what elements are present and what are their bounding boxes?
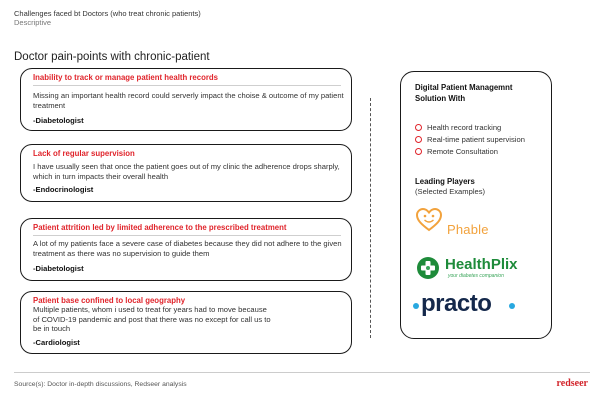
pain-point-card: [20, 68, 352, 131]
source-note: Source(s): Doctor in-depth discussions, Redseer analysis: [14, 381, 187, 388]
healthplix-wordmark: HealthPlix: [445, 256, 518, 273]
card-divider: [33, 85, 341, 86]
phable-wordmark: Phable: [447, 222, 489, 237]
feature-label: Real-time patient supervision: [427, 135, 525, 144]
vertical-divider: [370, 98, 371, 338]
pain-point-quote: I have usually seen that once the patient goes out of my clinic the adherence drops sharply, which in turn impacts their overall health: [33, 162, 340, 181]
pain-point-quote: Missing an important health record could serverly impact the choise & outcome of my patient treatment: [33, 91, 344, 110]
healthplix-logo: [415, 256, 545, 282]
section-title: Doctor pain-points with chronic-patient: [14, 51, 210, 63]
pain-point-specialist: -Diabetologist: [33, 116, 84, 125]
bullet-circle-icon: [415, 148, 422, 155]
gamepad-cross-icon: [415, 256, 441, 280]
brand-logo: redseer: [556, 378, 588, 389]
pain-point-title: Lack of regular supervision: [33, 149, 135, 158]
practo-dot-right-icon: [509, 303, 515, 309]
feature-item: [415, 135, 525, 144]
pain-point-title: Patient base confined to local geography: [33, 296, 186, 305]
pain-point-specialist: -Endocrinologist: [33, 185, 94, 194]
pain-point-card: [20, 218, 352, 281]
pain-point-quote: A lot of my patients face a severe case of diabetes because they did not adhere to the given treatment as there was no supervision to guide them: [33, 239, 342, 258]
pain-point-card: [20, 291, 352, 354]
pain-point-title: Inability to track or manage patient health records: [33, 73, 219, 82]
practo-dot-left-icon: [413, 303, 419, 309]
phable-logo: [415, 205, 525, 241]
leading-players-title: Leading Players: [415, 177, 475, 186]
footer-divider: [14, 372, 590, 373]
card-divider: [33, 235, 341, 236]
pain-point-quote: Multiple patients, whom i used to treat for years had to move because of COVID-19 pandemic and post that there was no except for call us to be in touch: [33, 305, 271, 334]
heart-smile-icon: [415, 207, 443, 233]
pain-point-card: [20, 144, 352, 202]
practo-wordmark: practo: [421, 290, 492, 317]
solution-title: Digital Patient Managemnt Solution With: [415, 83, 513, 103]
feature-label: Health record tracking: [427, 123, 502, 132]
healthplix-tagline: your diabetes companion: [448, 273, 504, 279]
feature-label: Remote Consultation: [427, 147, 498, 156]
leading-players-subtitle: (Selected Examples): [415, 187, 486, 196]
pain-point-specialist: -Cardiologist: [33, 338, 80, 347]
practo-logo: [411, 290, 541, 322]
feature-item: [415, 147, 498, 156]
slide-subtitle: Descriptive: [14, 18, 52, 27]
feature-item: [415, 123, 501, 132]
pain-point-title: Patient attrition led by limited adherence to the prescribed treatment: [33, 223, 287, 232]
solution-box: [400, 71, 552, 339]
bullet-circle-icon: [415, 124, 422, 131]
pain-point-specialist: -Diabetologist: [33, 264, 84, 273]
bullet-circle-icon: [415, 136, 422, 143]
slide-title: Challenges faced bt Doctors (who treat chronic patients): [14, 9, 201, 18]
